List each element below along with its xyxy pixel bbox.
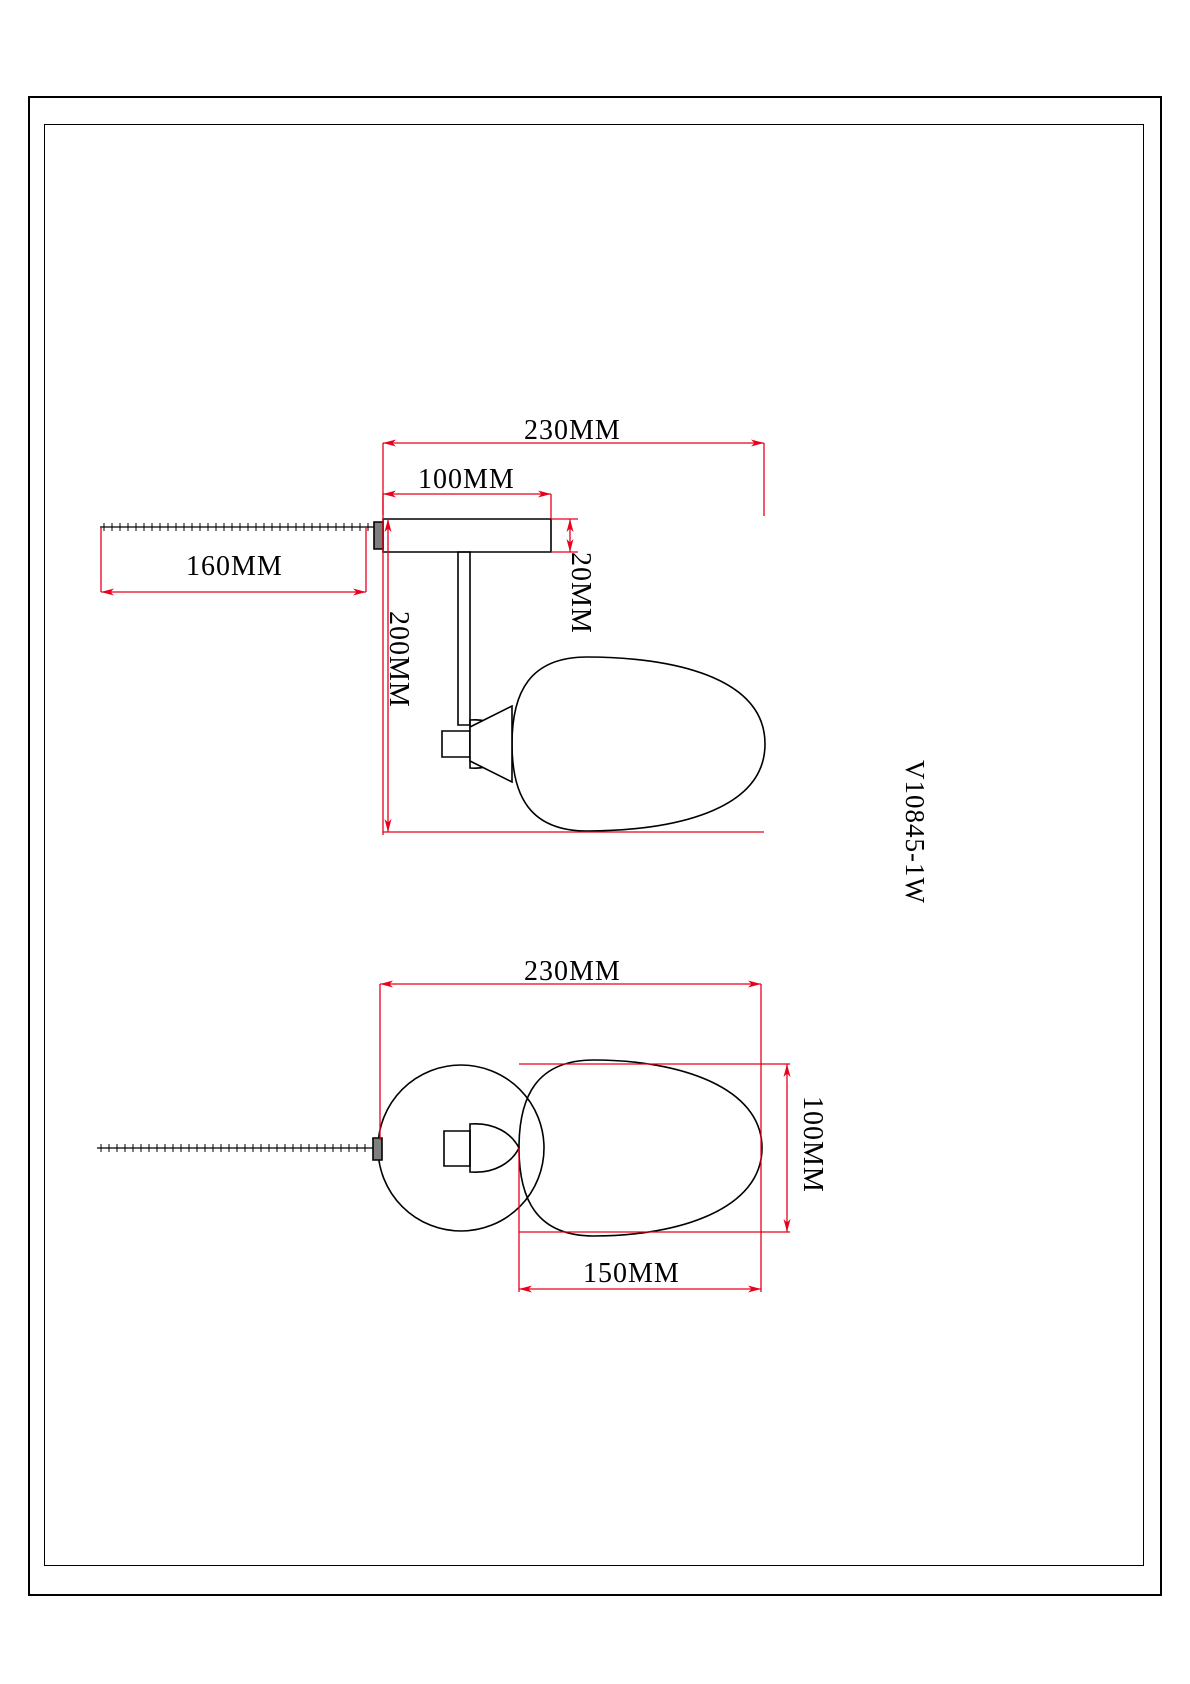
dim-label-height-200: 200MM	[383, 611, 414, 708]
dim-label-cord-160: 160MM	[186, 551, 283, 582]
model-code-label: V10845-1W	[900, 760, 930, 904]
dim-label-mount-100: 100MM	[418, 464, 515, 495]
front-view-pull-chain	[97, 1144, 373, 1152]
dim-label-shade-150: 150MM	[583, 1258, 680, 1289]
dim-label-plate-20: 20MM	[565, 552, 596, 634]
side-view-pull-chain	[100, 523, 374, 531]
front-view-geometry	[373, 1060, 762, 1236]
front-view-dimensions	[380, 984, 790, 1292]
side-view-dimensions	[101, 443, 764, 835]
dim-label-width-230-front: 230MM	[524, 956, 621, 987]
dim-label-width-230-side: 230MM	[524, 415, 621, 446]
dim-label-shade-100: 100MM	[797, 1096, 828, 1193]
